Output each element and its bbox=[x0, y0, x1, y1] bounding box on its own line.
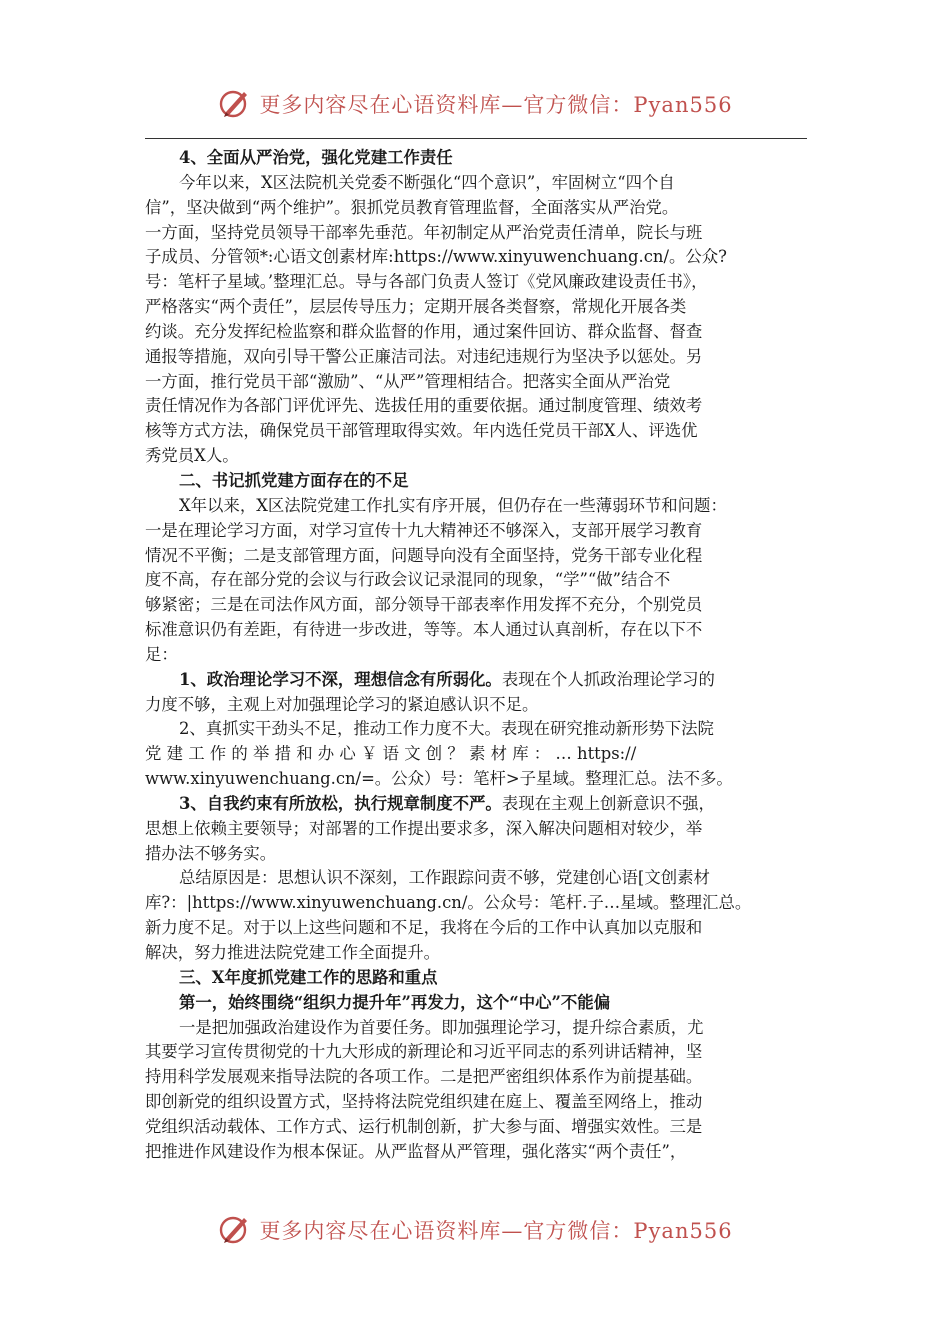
footer-banner-text: 更多内容尽在心语资料库—官方微信：Pyan556 bbox=[259, 1219, 733, 1243]
line-text: 解决，努力推进法院党建工作全面提升。 bbox=[145, 943, 441, 962]
section-heading: 三、X年度抓党建工作的思路和重点 bbox=[179, 967, 438, 987]
text-line bbox=[145, 146, 807, 171]
section-heading: 二、书记抓党建方面存在的不足 bbox=[179, 470, 409, 490]
text-line bbox=[145, 792, 807, 817]
bold-lead: 1、政治理论学习不深，理想信念有所弱化。 bbox=[179, 669, 502, 689]
text-line bbox=[145, 618, 807, 643]
text-line bbox=[145, 742, 807, 767]
line-text: 子成员、分管领*:心语文创素材库:https://www.xinyuwenchuang.cn/。公众? bbox=[145, 247, 727, 267]
pen-logo-icon bbox=[217, 1212, 253, 1248]
line-text: 党 建 工 作 的 举 措 和 办 心 ￥ 语 文 创 ？ 素 材 库 ： … https:// bbox=[145, 744, 637, 764]
line-text: 新力度不足。对于以上这些问题和不足，我将在今后的工作中认真加以克服和 bbox=[145, 918, 703, 938]
line-text: 今年以来，X区法院机关党委不断强化“四个意识”，牢固树立“四个自 bbox=[179, 172, 675, 192]
text-line bbox=[145, 916, 807, 941]
line-text: 情况不平衡；二是支部管理方面，问题导向没有全面坚持，党务干部专业化程 bbox=[145, 545, 703, 565]
text-line bbox=[145, 817, 807, 842]
line-text: 通报等措施，双向引导干警公正廉洁司法。对违纪违规行为坚决予以惩处。另 bbox=[145, 346, 703, 366]
line-text: 度不高，存在部分党的会议与行政会议记录混同的现象，“学”“做”结合不 bbox=[145, 570, 671, 590]
text-line bbox=[145, 1065, 807, 1090]
header-divider bbox=[145, 138, 807, 139]
text-line bbox=[145, 494, 807, 519]
line-text: 把推进作风建设作为根本保证。从严监督从严管理，强化落实“两个责任”， bbox=[145, 1141, 687, 1161]
text-line bbox=[145, 568, 807, 593]
text-line bbox=[145, 444, 807, 469]
text-line bbox=[145, 1090, 807, 1115]
line-text: www.xinyuwenchuang.cn/=。公众）号：笔杆>子星域。整理汇总。法不多。 bbox=[145, 769, 733, 789]
line-text: 即创新党的组织设置方式，坚持将法院党组织建在庭上、覆盖至网络上，推动 bbox=[145, 1092, 703, 1112]
pen-logo-icon bbox=[217, 86, 253, 122]
line-text: 总结原因是：思想认识不深刻，工作跟踪问责不够，党建创心语[文创素材 bbox=[179, 868, 710, 888]
line-text: 责任情况作为各部门评优评先、选拔任用的重要依据。通过制度管理、绩效考 bbox=[145, 396, 703, 416]
document-body bbox=[145, 146, 807, 1165]
text-line bbox=[145, 171, 807, 196]
line-text: 号：笔杆子星域。’整理汇总。导与各部门负责人签订《党风廉政建设责任书》， bbox=[145, 272, 708, 292]
text-line bbox=[145, 891, 807, 916]
text-line bbox=[145, 345, 807, 370]
text-line bbox=[145, 1016, 807, 1041]
footer-banner bbox=[0, 1208, 950, 1252]
line-text: 标准意识仍有差距，有待进一步改进，等等。本人通过认真剖析，存在以下不 bbox=[145, 620, 703, 640]
line-text: 约谈。充分发挥纪检监察和群众监督的作用，通过案件回访、群众监督、督查 bbox=[145, 321, 703, 341]
line-text: 足： bbox=[145, 644, 178, 664]
bold-lead: 3、自我约束有所放松，执行规章制度不严。 bbox=[179, 793, 502, 813]
text-line bbox=[145, 469, 807, 494]
text-line bbox=[145, 643, 807, 668]
line-text: 2、真抓实干劲头不足，推动工作力度不大。表现在研究推动新形势下法院 bbox=[179, 719, 714, 739]
text-line bbox=[145, 295, 807, 320]
line-text: 力度不够，主观上对加强理论学习的紧迫感认识不足。 bbox=[145, 694, 539, 714]
line-text: 党组织活动载体、工作方式、运行机制创新，扩大参与面、增强实效性。三是 bbox=[145, 1116, 703, 1136]
text-line bbox=[145, 221, 807, 246]
line-text: 严格落实“两个责任”，层层传导压力；定期开展各类督察，常规化开展各类 bbox=[145, 297, 687, 317]
line-text: 核等方式方法，确保党员干部管理取得实效。年内选任党员干部X人、评选优 bbox=[145, 421, 698, 441]
text-line bbox=[145, 866, 807, 891]
line-text: 一方面，推行党员干部“激励”、“从严”管理相结合。把落实全面从严治党 bbox=[145, 371, 671, 391]
text-line bbox=[145, 196, 807, 221]
text-line bbox=[145, 966, 807, 991]
text-line bbox=[145, 941, 807, 966]
line-text: X年以来，X区法院党建工作扎实有序开展，但仍存在一些薄弱环节和问题： bbox=[179, 495, 727, 515]
text-line bbox=[145, 320, 807, 345]
text-line bbox=[145, 544, 807, 569]
line-text: 持用科学发展观来指导法院的各项工作。二是把严密组织体系作为前提基础。 bbox=[145, 1067, 703, 1087]
text-line bbox=[145, 842, 807, 867]
line-text: 一方面，坚持党员领导干部率先垂范。年初制定从严治党责任清单，院长与班 bbox=[145, 222, 703, 242]
text-line bbox=[145, 668, 807, 693]
text-line bbox=[145, 270, 807, 295]
text-line bbox=[145, 1115, 807, 1140]
line-text: 表现在个人抓政治理论学习的 bbox=[501, 669, 715, 689]
line-text: 秀党员X人。 bbox=[145, 446, 239, 466]
text-line bbox=[145, 394, 807, 419]
text-line bbox=[145, 1140, 807, 1165]
line-text: 一是把加强政治建设作为首要任务。即加强理论学习，提升综合素质，尤 bbox=[179, 1017, 704, 1037]
line-text: 信”，坚决做到“两个维护”。狠抓党员教育管理监督，全面落实从严治党。 bbox=[145, 197, 679, 217]
line-text: 够紧密；三是在司法作风方面，部分领导干部表率作用发挥不充分，个别党员 bbox=[145, 595, 703, 615]
text-line bbox=[145, 767, 807, 792]
line-text: 思想上依赖主要领导；对部署的工作提出要求多，深入解决问题相对较少，举 bbox=[145, 818, 703, 838]
text-line bbox=[145, 717, 807, 742]
line-text: 一是在理论学习方面，对学习宣传十九大精神还不够深入，支部开展学习教育 bbox=[145, 520, 703, 540]
header-banner-text: 更多内容尽在心语资料库—官方微信：Pyan556 bbox=[259, 93, 733, 117]
section-heading: 4、全面从严治党，强化党建工作责任 bbox=[179, 148, 453, 167]
text-line bbox=[145, 693, 807, 718]
text-line bbox=[145, 593, 807, 618]
text-line bbox=[145, 370, 807, 395]
line-text: 库?：|https://www.xinyuwenchuang.cn/。公众号：笔杆.子…星域。整理汇总。 bbox=[145, 893, 752, 913]
line-text: 其要学习宣传贯彻党的十九大形成的新理论和习近平同志的系列讲话精神，坚 bbox=[145, 1042, 703, 1062]
text-line bbox=[145, 519, 807, 544]
line-text: 表现在主观上创新意识不强， bbox=[501, 793, 715, 813]
section-heading: 第一，始终围绕“组织力提升年”再发力，这个“中心”不能偏 bbox=[179, 992, 611, 1012]
line-text: 措办法不够务实。 bbox=[145, 843, 277, 863]
text-line bbox=[145, 245, 807, 270]
header-banner bbox=[0, 82, 950, 126]
text-line bbox=[145, 1040, 807, 1065]
text-line bbox=[145, 419, 807, 444]
text-line bbox=[145, 991, 807, 1016]
